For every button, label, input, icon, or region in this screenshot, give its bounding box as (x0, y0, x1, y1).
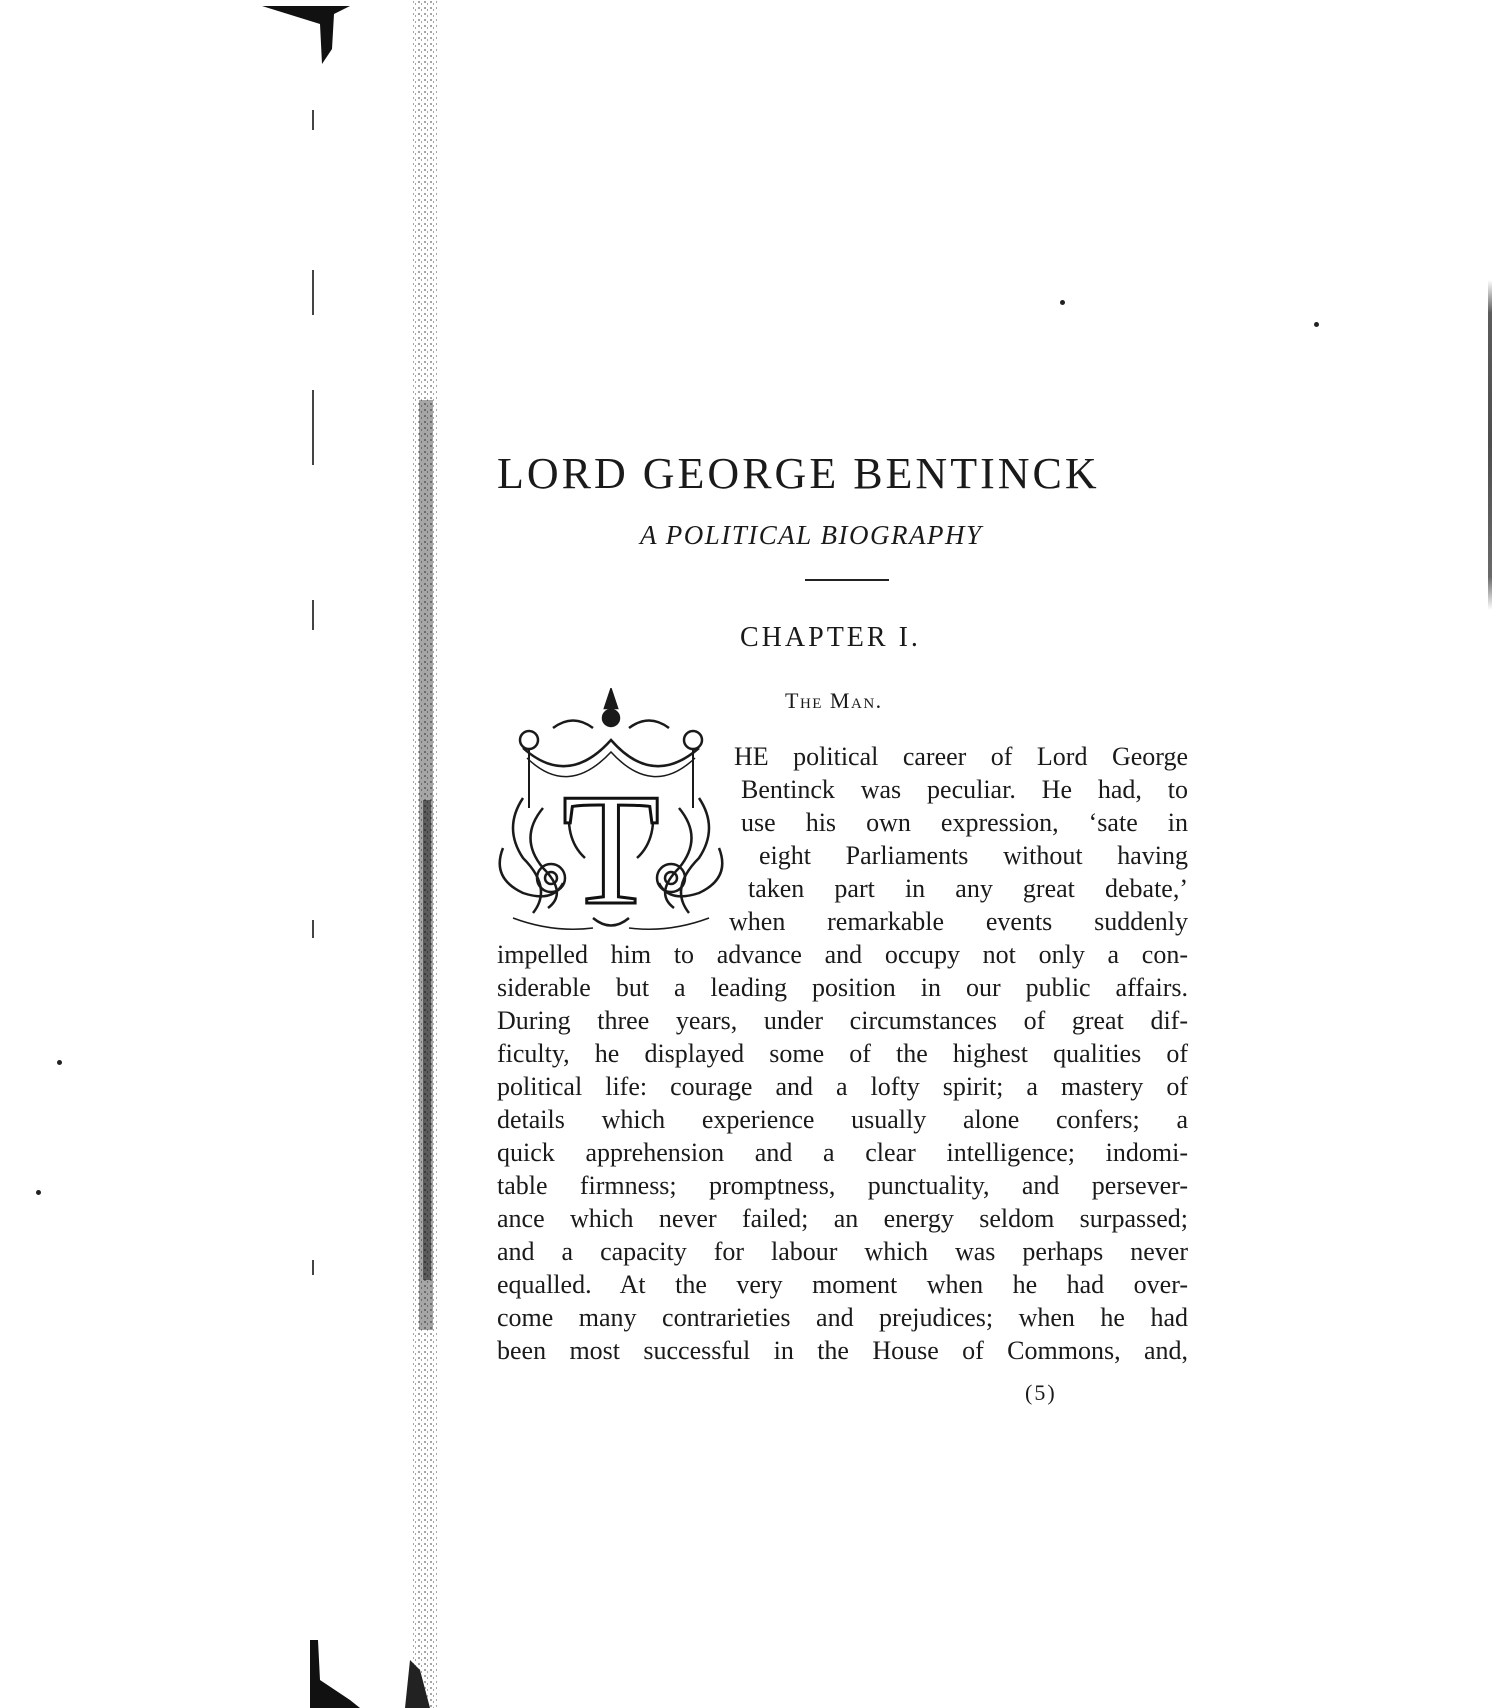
book-subtitle: A POLITICAL BIOGRAPHY (640, 520, 983, 550)
ornamental-drop-cap (493, 688, 733, 938)
chapter-heading: CHAPTER I. (740, 622, 921, 653)
body-line: During three years, under circumstances of great dif- (497, 1006, 1188, 1035)
body-line: impelled him to advance and occupy not only a con- (497, 940, 1188, 969)
body-line: use his own expression, ‘sate in (741, 808, 1188, 837)
speck (1060, 300, 1065, 305)
body-line: HE political career of Lord George (734, 742, 1188, 771)
body-line: quick apprehension and a clear intelligence; indomi- (497, 1138, 1188, 1167)
body-line: siderable but a leading position in our public affairs. (497, 973, 1188, 1002)
section-heading: The Man. (785, 688, 883, 713)
body-line: come many contrarieties and prejudices; when he had (497, 1303, 1188, 1332)
speck (36, 1190, 41, 1195)
body-line: ficulty, he displayed some of the highest qualities of (497, 1039, 1188, 1068)
body-line: equalled. At the very moment when he had over- (497, 1270, 1188, 1299)
book-title: LORD GEORGE BENTINCK (497, 449, 1100, 498)
body-line: taken part in any great debate,’ (748, 874, 1188, 903)
title-rule (805, 579, 889, 581)
margin-tick (312, 600, 314, 630)
body-line: details which experience usually alone confers; a (497, 1105, 1188, 1134)
corner-mark-top (262, 4, 352, 74)
margin-tick (312, 1260, 314, 1275)
margin-tick (312, 110, 314, 130)
body-line: and a capacity for labour which was perhaps never (497, 1237, 1188, 1266)
body-line: eight Parliaments without having (759, 841, 1188, 870)
margin-tick (312, 390, 314, 465)
body-line: when remarkable events suddenly (729, 907, 1188, 936)
page-edge-shadow (1488, 280, 1492, 610)
body-line: Bentinck was peculiar. He had, to (741, 775, 1188, 804)
margin-tick (312, 270, 314, 315)
speck (1314, 322, 1319, 327)
body-line: been most successful in the House of Commons, and, (497, 1336, 1188, 1365)
body-line: table firmness; promptness, punctuality, and persever- (497, 1171, 1188, 1200)
binding-gutter (405, 0, 445, 1708)
corner-mark-bottom (310, 1600, 470, 1708)
speck (57, 1060, 62, 1065)
margin-tick (312, 920, 314, 938)
drop-cap-letter: T (562, 760, 660, 938)
body-line: political life: courage and a lofty spirit; a mastery of (497, 1072, 1188, 1101)
body-line: ance which never failed; an energy seldom surpassed; (497, 1204, 1188, 1233)
page-number: (5) (1025, 1380, 1057, 1405)
